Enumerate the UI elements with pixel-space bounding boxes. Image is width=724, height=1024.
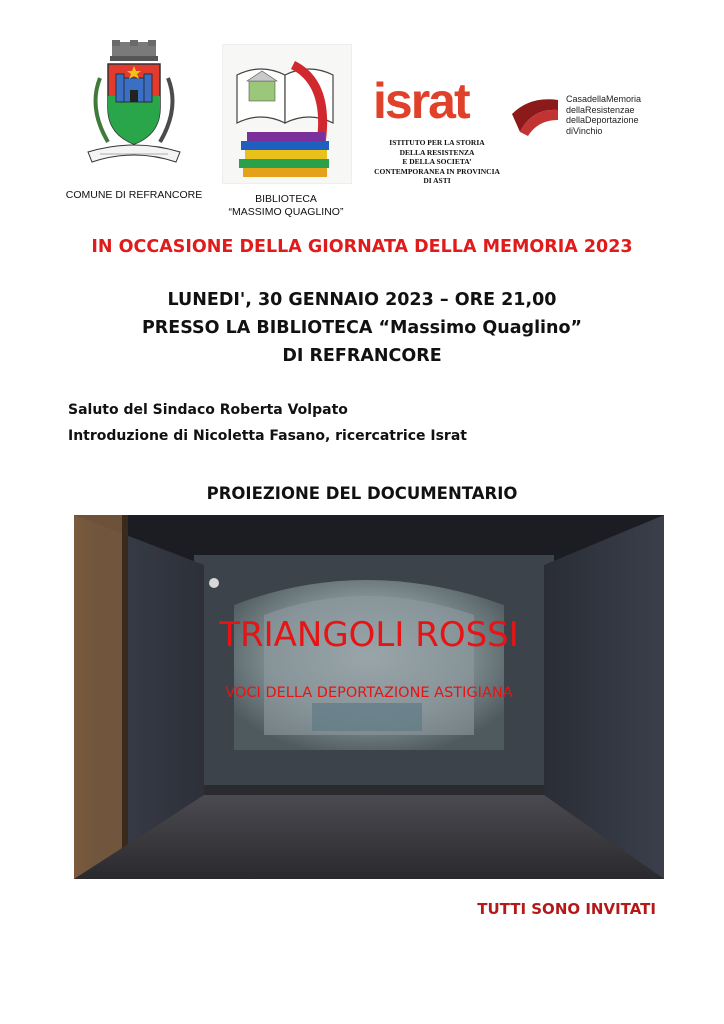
intro-line: Introduzione di Nicoletta Fasano, ricercatrice Israt <box>68 428 467 444</box>
casa-text-line: dellaDeportazione <box>566 115 639 125</box>
israt-subtitle-line: DI ASTI <box>423 176 451 185</box>
occasion-heading: IN OCCASIONE DELLA GIORNATA DELLA MEMORIA 2023 <box>91 237 633 257</box>
documentary-photo <box>74 515 664 879</box>
comune-coat-of-arms-logo <box>78 38 190 176</box>
israt-logo-word: israt <box>373 73 469 129</box>
biblio-caption-line2: “MASSIMO QUAGLINO” <box>228 206 344 218</box>
place-line1: PRESSO LA BIBLIOTECA “Massimo Quaglino” <box>141 318 583 338</box>
place-line2: DI REFRANCORE <box>282 346 442 366</box>
israt-subtitle-line: CONTEMPORANEA IN PROVINCIA <box>374 166 500 176</box>
israt-subtitle <box>372 138 502 186</box>
israt-subtitle-line: E DELLA SOCIETA’ <box>402 157 472 166</box>
casa-memoria-text <box>566 94 666 136</box>
israt-subtitle-line: ISTITUTO PER LA STORIA <box>389 138 485 147</box>
casa-text-line: CasadellaMemoria <box>566 94 642 104</box>
biblio-caption-line1: BIBLIOTECA <box>255 193 317 205</box>
israt-subtitle-line: DELLA RESISTENZA <box>399 147 475 157</box>
film-title: TRIANGOLI ROSSI <box>219 615 519 655</box>
casa-memoria-logo <box>510 92 560 138</box>
invite-line: TUTTI SONO INVITATI <box>477 900 656 918</box>
comune-caption: COMUNE DI REFRANCORE <box>65 189 203 201</box>
casa-text-line: diVinchio <box>566 125 603 136</box>
casa-text-line: dellaResistenzae <box>566 104 635 115</box>
film-subtitle: VOCI DELLA DEPORTAZIONE ASTIGIANA <box>225 685 513 701</box>
biblioteca-logo <box>222 44 352 184</box>
greeting-line: Saluto del Sindaco Roberta Volpato <box>68 402 348 418</box>
date-line: LUNEDI', 30 GENNAIO 2023 – ORE 21,00 <box>167 290 557 310</box>
projection-heading: PROIEZIONE DEL DOCUMENTARIO <box>206 484 518 503</box>
